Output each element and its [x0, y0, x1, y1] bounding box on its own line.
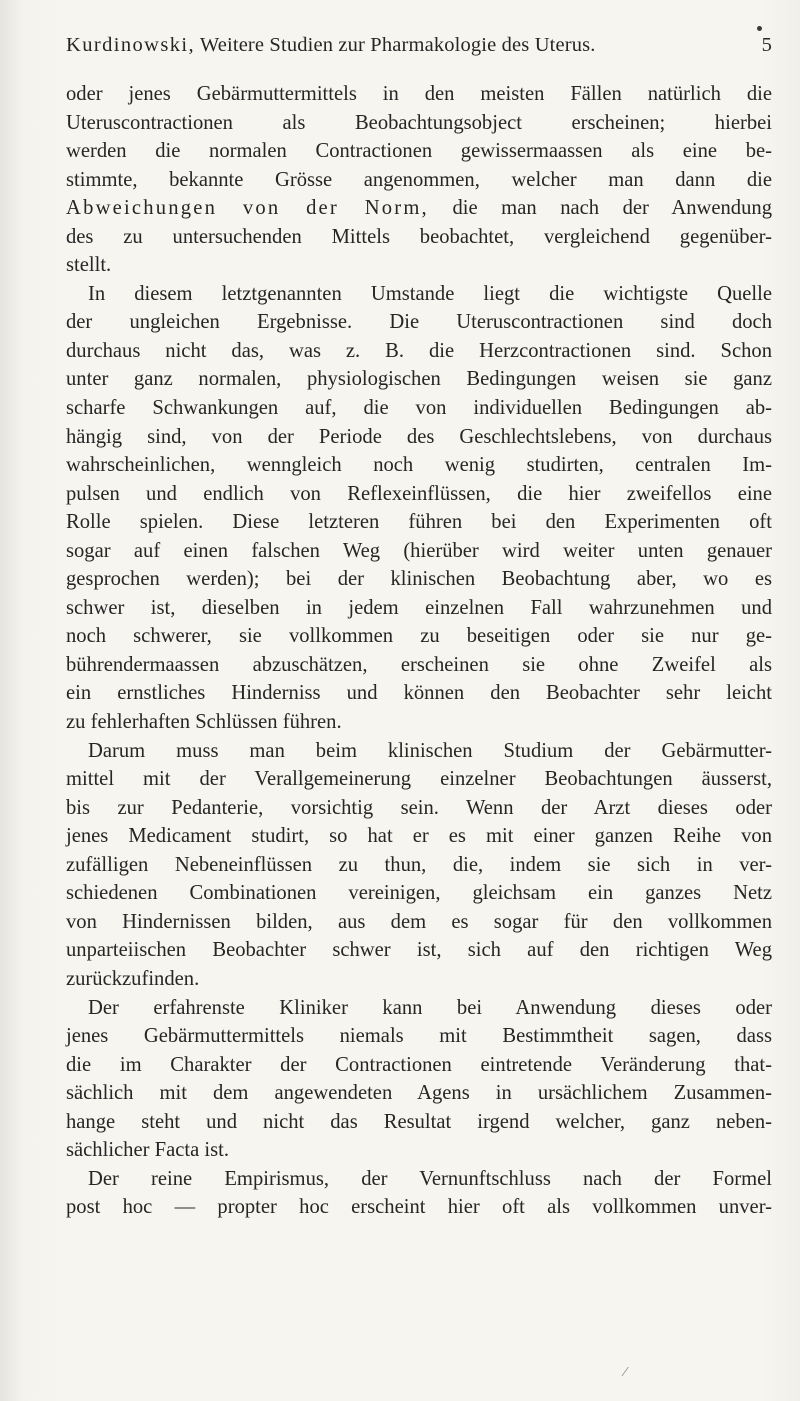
text-line: noch schwerer, sie vollkommen zu beseitigen oder sie nur ge- — [66, 625, 772, 648]
header-author: Kurdinowski, — [66, 34, 195, 56]
text-line: sächlicher Facta ist. — [66, 1139, 229, 1162]
text-line — [66, 194, 772, 223]
text-line: sächlich mit dem angewendeten Agens in ursächlichem Zusammen- — [66, 1082, 772, 1105]
text-line: bührendermaassen abzuschätzen, erscheinen sie ohne Zweifel als — [66, 653, 772, 676]
text-line: mittel mit der Verallgemeinerung einzelner Beobachtungen äusserst, — [66, 768, 772, 791]
text-line: Darum muss man beim klinischen Studium der Gebärmutter- — [88, 739, 772, 762]
text-line: werden die normalen Contractionen gewissermaassen als eine be- — [66, 140, 772, 163]
text-line: jenes Gebärmuttermittels niemals mit Bestimmtheit sagen, dass — [66, 1025, 772, 1048]
text-line: scharfe Schwankungen auf, die von individuellen Bedingungen ab- — [66, 397, 772, 420]
text-line: von Hindernissen bilden, aus dem es sogar für den vollkommen — [66, 910, 772, 933]
text-line: zu fehlerhaften Schlüssen führen. — [66, 711, 342, 734]
emphasized-phrase: Abweichungen von der Norm, — [66, 197, 429, 220]
text-line: ein ernstliches Hinderniss und können den Beobachter sehr leicht — [66, 682, 772, 705]
text-line: unter ganz normalen, physiologischen Bedingungen weisen sie ganz — [66, 368, 772, 391]
text-line: Der reine Empirismus, der Vernunftschluss nach der Formel — [88, 1167, 772, 1190]
page-number: 5 — [761, 34, 772, 56]
text-line: oder jenes Gebärmuttermittels in den meisten Fällen natürlich die — [66, 83, 772, 105]
running-header — [66, 34, 772, 64]
text-line: die im Charakter der Contractionen eintretende Veränderung that- — [66, 1053, 772, 1076]
running-title — [66, 34, 596, 57]
text-line: stimmte, bekannte Grösse angenommen, welcher man dann die — [66, 168, 772, 191]
text-line: pulsen und endlich von Reflexeinflüssen, die hier zweifellos eine — [66, 482, 772, 505]
pencil-mark: ⁄ — [624, 1365, 627, 1380]
body-text — [66, 80, 772, 1222]
text-line: sogar auf einen falschen Weg (hierüber wird weiter unten genauer — [66, 539, 772, 562]
text-fragment: die man nach der Anwendung — [428, 197, 772, 220]
text-line: des zu untersuchenden Mittels beobachtet, vergleichend gegenüber- — [66, 225, 772, 248]
text-line: zufälligen Nebeneinflüssen zu thun, die, indem sie sich in ver- — [66, 853, 772, 876]
header-title: Weitere Studien zur Pharmakologie des Uterus. — [199, 34, 596, 56]
text-line: der ungleichen Ergebnisse. Die Uteruscontractionen sind doch — [66, 311, 772, 334]
text-line: gesprochen werden); bei der klinischen Beobachtung aber, wo es — [66, 568, 772, 591]
text-line: wahrscheinlichen, wenngleich noch wenig studirten, centralen Im- — [66, 454, 772, 477]
text-line: Uteruscontractionen als Beobachtungsobject erscheinen; hierbei — [66, 111, 772, 134]
text-line: post hoc — propter hoc erscheint hier oft als vollkommen unver- — [66, 1196, 772, 1219]
text-line: Rolle spielen. Diese letzteren führen bei den Experimenten oft — [66, 511, 772, 534]
text-line: unparteiischen Beobachter schwer ist, sich auf den richtigen Weg — [66, 939, 772, 962]
text-line: hange steht und nicht das Resultat irgend welcher, ganz neben- — [66, 1110, 772, 1133]
text-line: bis zur Pedanterie, vorsichtig sein. Wenn der Arzt dieses oder — [66, 796, 772, 819]
text-line: hängig sind, von der Periode des Geschlechtslebens, von durchaus — [66, 425, 772, 448]
text-line: Der erfahrenste Kliniker kann bei Anwendung dieses oder — [88, 996, 772, 1019]
text-line: In diesem letztgenannten Umstande liegt die wichtigste Quelle — [88, 282, 772, 305]
text-line: jenes Medicament studirt, so hat er es mit einer ganzen Reihe von — [66, 825, 772, 848]
text-line: zurückzufinden. — [66, 967, 200, 990]
text-line: stellt. — [66, 254, 112, 277]
text-line: schiedenen Combinationen vereinigen, gleichsam ein ganzes Netz — [66, 882, 772, 905]
text-line: schwer ist, dieselben in jedem einzelnen Fall wahrzunehmen und — [66, 596, 772, 619]
text-line: durchaus nicht das, was z. B. die Herzcontractionen sind. Schon — [66, 339, 772, 362]
ink-speck — [757, 26, 762, 31]
